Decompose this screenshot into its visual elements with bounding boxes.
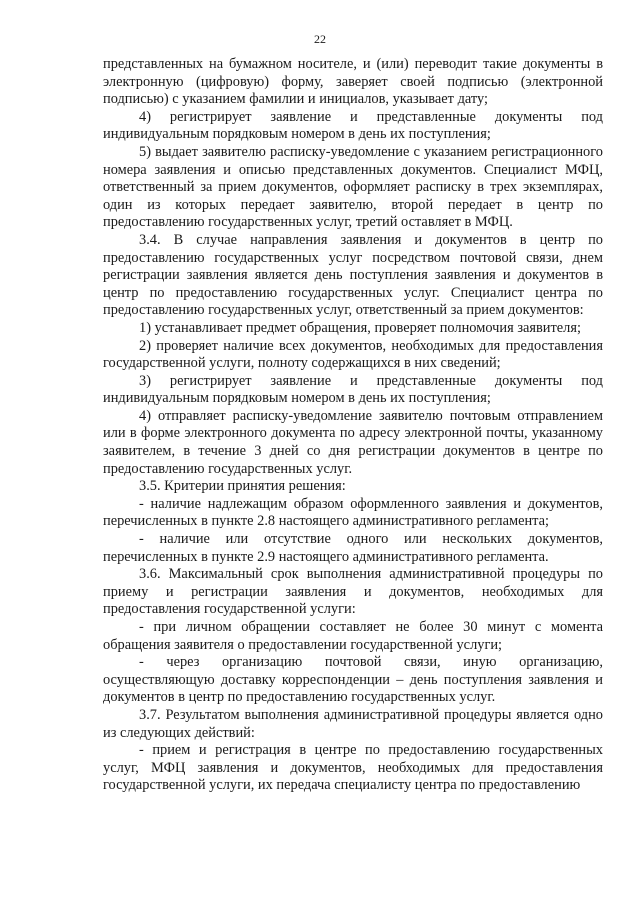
paragraph: - прием и регистрация в центре по предоставлению государственных услуг, МФЦ заявления и документов, необходимых для предоставления государственной услуги, их передача специалисту центра по предоставлению: [103, 742, 603, 794]
page-number: 22: [314, 32, 326, 46]
paragraph: 3) регистрирует заявление и представленные документы под индивидуальным порядковым номером в день их поступления;: [103, 372, 603, 407]
paragraph: 3.6. Максимальный срок выполнения административной процедуры по приему и регистрации заявления и документов, необходимых для предоставления государственной услуги:: [103, 566, 603, 618]
paragraph: 4) регистрирует заявление и представленные документы под индивидуальным порядковым номером в день их поступления;: [103, 108, 603, 143]
paragraph: 3.4. В случае направления заявления и документов в центр по предоставлению государственных услуг посредством почтовой связи, днем регистрации заявления является день поступления заявления и документов в центр по предоставлению государственных услуг. Специалист центра по предоставлению государственных услуг, ответственный за прием документов:: [103, 231, 603, 319]
document-body: [103, 56, 603, 795]
paragraph: - через организацию почтовой связи, иную организацию, осуществляющую доставку корреспонденции – день поступления заявления и документов в центр по предоставлению государственных услуг.: [103, 654, 603, 706]
paragraph: 2) проверяет наличие всех документов, необходимых для предоставления государственной услуги, полноту содержащихся в них сведений;: [103, 337, 603, 372]
paragraph: 5) выдает заявителю расписку-уведомление с указанием регистрационного номера заявления и описью представленных документов. Специалист МФЦ, ответственный за прием документов, оформляет расписку в трех экземплярах, один из которых передает заявителю, второй передает в центр по предоставлению государственных услуг, третий оставляет в МФЦ.: [103, 143, 603, 231]
paragraph: 3.5. Критерии принятия решения:: [139, 478, 346, 495]
paragraph: 4) отправляет расписку-уведомление заявителю почтовым отправлением или в форме электронного документа по адресу электронной почты, указанному заявителем, в течение 3 дней со дня регистрации документов в центре по предоставлению государственных услуг.: [103, 407, 603, 477]
paragraph: - при личном обращении составляет не более 30 минут с момента обращения заявителя о предоставлении государственной услуги;: [103, 619, 603, 653]
paragraph: 1) устанавливает предмет обращения, проверяет полномочия заявителя;: [139, 319, 581, 336]
paragraph: - наличие надлежащим образом оформленного заявления и документов, перечисленных в пункте 2.8 настоящего административного регламента;: [103, 495, 603, 530]
paragraph: - наличие или отсутствие одного или нескольких документов, перечисленных в пункте 2.9 настоящего административного регламента.: [103, 531, 603, 565]
paragraph: представленных на бумажном носителе, и (или) переводит такие документы в электронную (цифровую) форму, заверяет своей подписью (электронной подписью) с указанием фамилии и инициалов, указывает дату;: [103, 56, 603, 108]
paragraph: 3.7. Результатом выполнения административной процедуры является одно из следующих действий:: [103, 706, 603, 741]
